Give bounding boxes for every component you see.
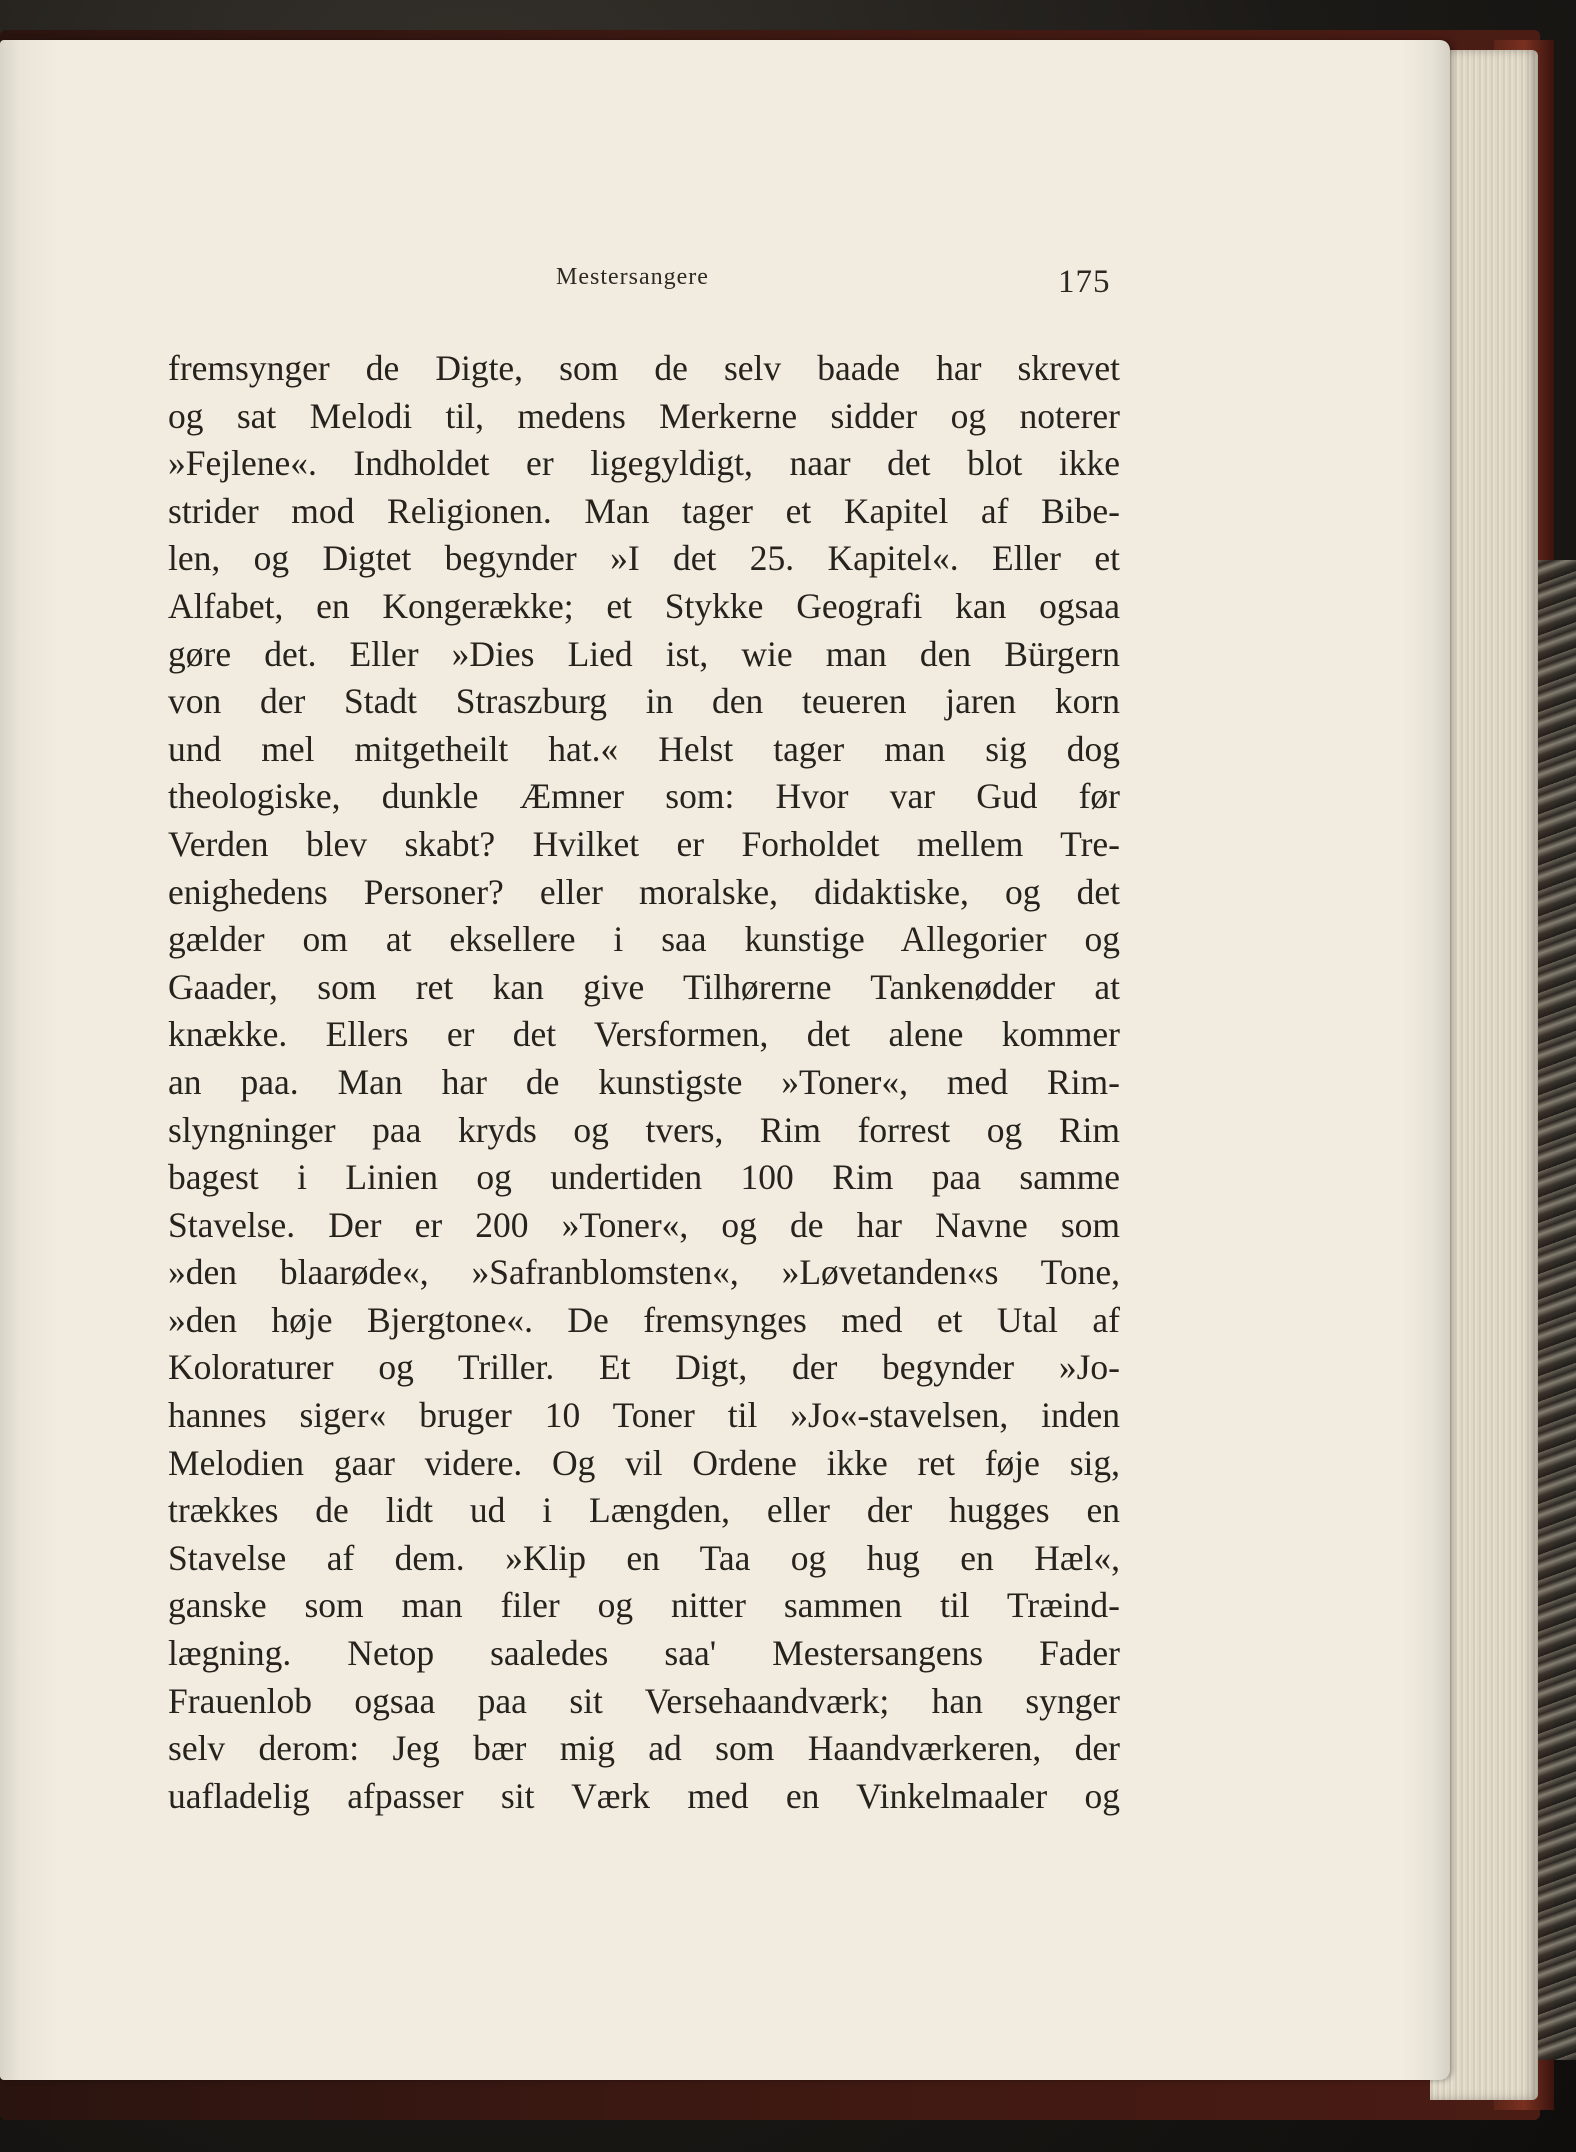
text-line: gøre det. Eller »Dies Lied ist, wie man den Bürgern — [168, 633, 1120, 674]
text-line: uafladelig afpasser sit Værk med en Vinkelmaaler og — [168, 1775, 1120, 1816]
text-line: »Fejlene«. Indholdet er ligegyldigt, naar det blot ikke — [168, 443, 1120, 484]
text-line: og sat Melodi til, medens Merkerne sidder og noterer — [168, 395, 1120, 436]
running-title: Mestersangere — [556, 264, 709, 290]
text-line: und mel mitgetheilt hat.« Helst tager man sig dog — [168, 728, 1120, 769]
text-line: »den blaarøde«, »Safranblomsten«, »Løvetanden«s Tone, — [168, 1252, 1120, 1293]
text-line: slyngninger paa kryds og tvers, Rim forrest og Rim — [168, 1109, 1120, 1150]
text-line: knække. Ellers er det Versformen, det alene kommer — [168, 1014, 1120, 1055]
text-line: bagest i Linien og undertiden 100 Rim paa samme — [168, 1157, 1120, 1198]
body-text — [168, 345, 1120, 1820]
text-line: Stavelse. Der er 200 »Toner«, og de har Navne som — [168, 1204, 1120, 1245]
text-line: selv derom: Jeg bær mig ad som Haandværkeren, der — [168, 1728, 1120, 1769]
running-head — [0, 228, 1450, 300]
text-line: fremsynger de Digte, som de selv baade har skrevet — [168, 348, 1120, 388]
text-line: Frauenlob ogsaa paa sit Versehaandværk; han synger — [168, 1680, 1120, 1721]
marbled-endpaper — [1536, 560, 1576, 2060]
text-line: enighedens Personer? eller moralske, didaktiske, og det — [168, 871, 1120, 912]
text-line: von der Stadt Straszburg in den teueren jaren korn — [168, 681, 1120, 722]
page-number: 175 — [1058, 264, 1111, 300]
text-line: hannes siger« bruger 10 Toner til »Jo«-stavelsen, inden — [168, 1395, 1120, 1436]
text-line: Gaader, som ret kan give Tilhørerne Tankenødder at — [168, 966, 1120, 1007]
text-line: »den høje Bjergtone«. De fremsynges med et Utal af — [168, 1299, 1120, 1340]
book-page — [0, 40, 1450, 2080]
text-line: Melodien gaar videre. Og vil Ordene ikke ret føje sig, — [168, 1442, 1120, 1483]
text-line: theologiske, dunkle Æmner som: Hvor var Gud før — [168, 776, 1120, 817]
text-line: strider mod Religionen. Man tager et Kapitel af Bibe- — [168, 490, 1120, 531]
text-line: len, og Digtet begynder »I det 25. Kapitel«. Eller et — [168, 538, 1120, 579]
text-line: an paa. Man har de kunstigste »Toner«, med Rim- — [168, 1061, 1120, 1102]
text-line: trækkes de lidt ud i Længden, eller der hugges en — [168, 1490, 1120, 1531]
text-line: Alfabet, en Kongerække; et Stykke Geografi kan ogsaa — [168, 585, 1120, 626]
text-line: Koloraturer og Triller. Et Digt, der begynder »Jo- — [168, 1347, 1120, 1388]
text-line: Verden blev skabt? Hvilket er Forholdet mellem Tre- — [168, 823, 1120, 864]
text-line: ganske som man filer og nitter sammen til Træind- — [168, 1585, 1120, 1626]
text-line: gælder om at eksellere i saa kunstige Allegorier og — [168, 919, 1120, 960]
text-line: Stavelse af dem. »Klip en Taa og hug en Hæl«, — [168, 1537, 1120, 1578]
text-line: lægning. Netop saaledes saa' Mestersangens Fader — [168, 1633, 1120, 1674]
